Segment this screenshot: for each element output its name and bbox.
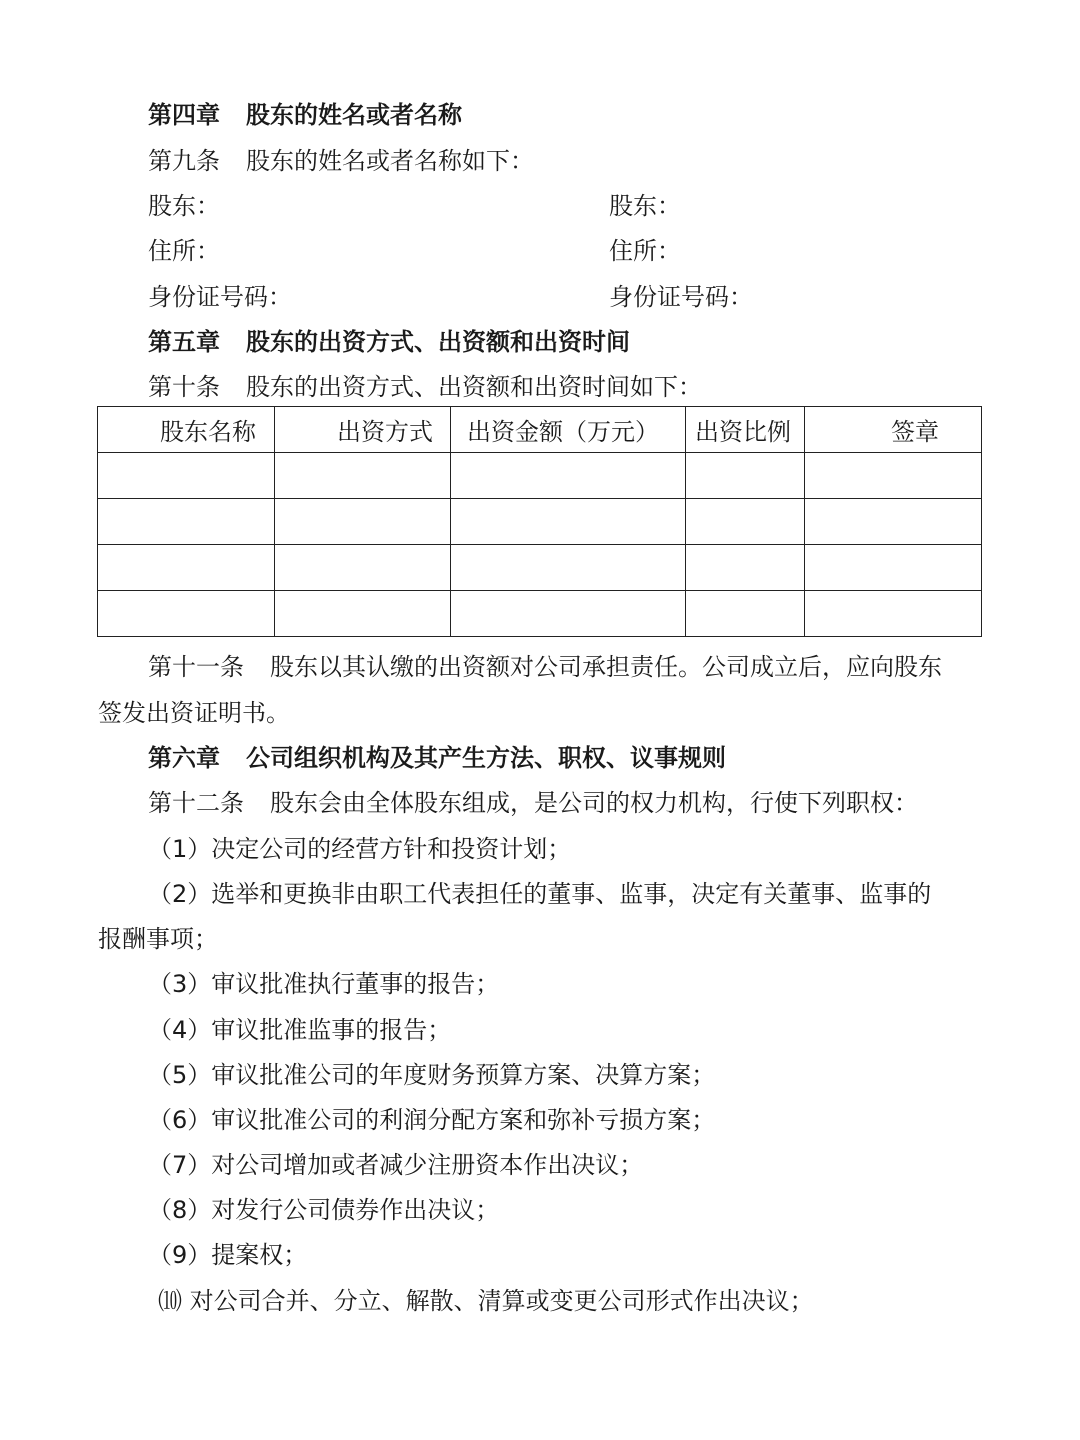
table-row	[98, 591, 982, 637]
chapter-6-label: 第六章	[148, 744, 220, 772]
table-cell[interactable]	[686, 591, 805, 637]
table-cell[interactable]	[275, 545, 451, 591]
power-item-4: （4）审议批准监事的报告；	[148, 1016, 452, 1044]
chapter-4-title: 股东的姓名或者名称	[246, 101, 462, 129]
article-12	[148, 788, 918, 818]
table-row	[98, 499, 982, 545]
header-contribution-ratio: 出资比例	[686, 407, 805, 453]
shareholder-label-right: 股东：	[609, 192, 681, 220]
power-item-10: ⑽ 对公司合并、分立、解散、清算或变更公司形式作出决议；	[158, 1287, 814, 1315]
table-cell[interactable]	[805, 499, 982, 545]
power-item-2-continued: 报酬事项；	[98, 925, 218, 953]
table-cell[interactable]	[805, 591, 982, 637]
header-contribution-method: 出资方式	[275, 407, 451, 453]
table-cell[interactable]	[275, 453, 451, 499]
article-11-line-1	[148, 652, 942, 682]
table-cell[interactable]	[686, 545, 805, 591]
table-cell[interactable]	[275, 591, 451, 637]
id-number-label-left: 身份证号码：	[148, 283, 292, 311]
article-10	[148, 372, 702, 402]
power-item-2: （2）选举和更换非由职工代表担任的董事、监事，决定有关董事、监事的	[148, 880, 932, 908]
address-label-left: 住所：	[148, 237, 220, 265]
table-cell[interactable]	[805, 453, 982, 499]
article-9-text: 股东的姓名或者名称如下：	[246, 147, 534, 175]
article-10-label: 第十条	[148, 373, 220, 401]
table-row	[98, 545, 982, 591]
chapter-5-heading	[148, 327, 630, 357]
table-cell[interactable]	[451, 545, 686, 591]
article-11-text: 股东以其认缴的出资额对公司承担责任。公司成立后，应向股东	[270, 653, 942, 681]
address-label-right: 住所：	[609, 237, 681, 265]
table-cell[interactable]	[686, 499, 805, 545]
chapter-4-heading	[148, 100, 462, 130]
table-cell[interactable]	[98, 545, 275, 591]
table-cell[interactable]	[98, 591, 275, 637]
table-cell[interactable]	[805, 545, 982, 591]
power-item-8: （8）对发行公司债券作出决议；	[148, 1196, 500, 1224]
capital-contribution-table	[97, 406, 982, 637]
power-item-1: （1）决定公司的经营方针和投资计划；	[148, 835, 572, 863]
table-cell[interactable]	[451, 499, 686, 545]
table-cell[interactable]	[451, 453, 686, 499]
table-cell[interactable]	[451, 591, 686, 637]
article-9	[148, 146, 534, 176]
table-cell[interactable]	[686, 453, 805, 499]
chapter-6-title: 公司组织机构及其产生方法、职权、议事规则	[246, 744, 726, 772]
header-contribution-amount: 出资金额（万元）	[451, 407, 686, 453]
chapter-6-heading	[148, 743, 726, 773]
header-shareholder-name: 股东名称	[98, 407, 275, 453]
article-12-text: 股东会由全体股东组成，是公司的权力机构，行使下列职权：	[270, 789, 918, 817]
article-11-label: 第十一条	[148, 653, 244, 681]
article-12-label: 第十二条	[148, 789, 244, 817]
article-10-text: 股东的出资方式、出资额和出资时间如下：	[246, 373, 702, 401]
shareholder-label-left: 股东：	[148, 192, 220, 220]
article-11-line-2: 签发出资证明书。	[98, 699, 290, 727]
chapter-4-label: 第四章	[148, 101, 220, 129]
id-number-label-right: 身份证号码：	[609, 283, 753, 311]
table-cell[interactable]	[98, 499, 275, 545]
table-header-row	[98, 407, 982, 453]
power-item-5: （5）审议批准公司的年度财务预算方案、决算方案；	[148, 1061, 716, 1089]
table-cell[interactable]	[275, 499, 451, 545]
article-9-label: 第九条	[148, 147, 220, 175]
chapter-5-title: 股东的出资方式、出资额和出资时间	[246, 328, 630, 356]
header-signature: 签章	[805, 407, 982, 453]
power-item-6: （6）审议批准公司的利润分配方案和弥补亏损方案；	[148, 1106, 716, 1134]
table-row	[98, 453, 982, 499]
power-item-3: （3）审议批准执行董事的报告；	[148, 970, 500, 998]
power-item-7: （7）对公司增加或者减少注册资本作出决议；	[148, 1151, 644, 1179]
table-cell[interactable]	[98, 453, 275, 499]
chapter-5-label: 第五章	[148, 328, 220, 356]
power-item-9: （9）提案权；	[148, 1241, 308, 1269]
